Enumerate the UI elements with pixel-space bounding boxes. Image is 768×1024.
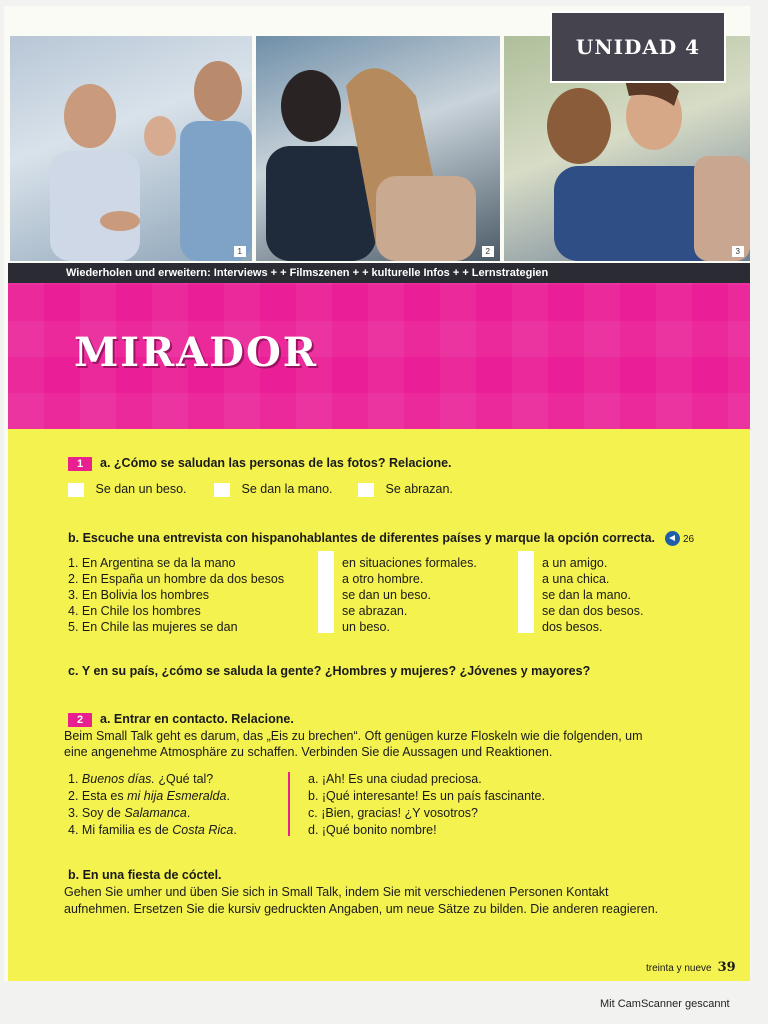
list-item: a un amigo. (542, 556, 608, 570)
ex2-a-title: Entrar en contacto. Relacione. (113, 712, 294, 726)
list-item: se dan un beso. (342, 588, 431, 602)
photo-number: 2 (482, 246, 494, 257)
exercise-number: 1 (68, 457, 92, 471)
list-item: a. ¡Ah! Es una ciudad preciosa. (308, 772, 482, 786)
option-text: Se dan la mano. (241, 482, 333, 496)
list-item: dos besos. (542, 620, 603, 634)
option-text: Se dan un beso. (95, 482, 187, 496)
checkbox-column[interactable] (518, 551, 534, 633)
list-item: se abrazan. (342, 604, 408, 618)
list-item: un beso. (342, 620, 390, 634)
list-item: 5. En Chile las mujeres se dan (68, 620, 238, 634)
ex1-b-items (68, 555, 284, 635)
checkbox[interactable] (214, 483, 230, 497)
ex2-b-text (64, 884, 658, 918)
list-item: 2. Esta es mi hija Esmeralda. (68, 789, 230, 803)
paragraph-line: aufnehmen. Ersetzen Sie die kursiv gedruckten Angaben, um neue Sätze zu bilden. Die anderen reagieren. (64, 902, 659, 916)
ex1-a-option (358, 482, 453, 497)
exercise-number: 2 (68, 713, 92, 727)
ex1-b-heading (68, 531, 694, 546)
ex1-b-options-2 (542, 555, 643, 635)
list-item: 1. Buenos días. ¿Qué tal? (68, 772, 214, 786)
list-item: se dan la mano. (542, 588, 631, 602)
ex2-a-label: a. (100, 712, 111, 726)
scanner-watermark: Mit CamScanner gescannt (600, 998, 730, 1010)
ex2-reactions (308, 771, 545, 839)
paragraph-line: Gehen Sie umher und üben Sie sich in Small Talk, indem Sie mit verschiedenen Personen Kontakt (64, 885, 609, 899)
photo-number: 1 (234, 246, 246, 257)
ex1-c-heading (68, 664, 590, 678)
section-banner (8, 283, 750, 429)
ex2-b-heading (68, 868, 222, 882)
list-item: a una chica. (542, 572, 610, 586)
section-title: MIRADOR (74, 329, 319, 376)
ex2-a-text (64, 728, 643, 760)
audio-icon[interactable] (665, 531, 680, 546)
ex1-a-option (68, 482, 187, 497)
photo-hug-women (256, 36, 500, 261)
paragraph-line: Beim Small Talk geht es darum, das „Eis zu brechen“. Oft genügen kurze Floskeln wie die folgenden, um (64, 729, 643, 743)
ex1-a-question: ¿Cómo se saludan las personas de las fotos? Relacione. (113, 456, 452, 470)
unit-badge (550, 11, 726, 83)
subtitle-bar: Wiederholen und erweitern: Interviews + + Filmszenen + + kulturelle Infos + + Lernstrategien (8, 263, 750, 283)
list-item: en situaciones formales. (342, 556, 477, 570)
divider (288, 772, 290, 836)
list-item: 4. Mi familia es de Costa Rica. (68, 823, 237, 837)
ex1-a-label: a. (100, 456, 111, 470)
list-item: c. ¡Bien, gracias! ¿Y vosotros? (308, 806, 478, 820)
ex1-b-label: b. (68, 531, 80, 545)
photo-handshake (10, 36, 252, 261)
ex1-b-instruction: Escuche una entrevista con hispanohablantes de diferentes países y marque la opción correcta. (82, 531, 656, 545)
checkbox-column[interactable] (318, 551, 334, 633)
ex1-c-question: Y en su país, ¿cómo se saluda la gente? ¿Hombres y mujeres? ¿Jóvenes y mayores? (81, 664, 591, 678)
list-item: 2. En España un hombre da dos besos (68, 572, 285, 586)
ex1-a-heading (68, 456, 452, 471)
page-number-words: treinta y nueve (646, 963, 712, 974)
unit-label: UNIDAD 4 (575, 35, 701, 59)
paragraph-line: eine angenehme Atmosphäre zu schaffen. Verbinden Sie die Aussagen und Reaktionen. (64, 745, 553, 759)
ex1-b-options-1 (342, 555, 477, 635)
audio-track: 26 (682, 534, 695, 545)
list-item: a otro hombre. (342, 572, 424, 586)
list-item: se dan dos besos. (542, 604, 644, 618)
list-item: d. ¡Qué bonito nombre! (308, 823, 437, 837)
ex2-a-heading (68, 712, 294, 727)
checkbox[interactable] (358, 483, 374, 497)
page-number: 39 (717, 960, 736, 975)
ex2-statements (68, 771, 237, 839)
option-text: Se abrazan. (385, 482, 453, 496)
list-item: 1. En Argentina se da la mano (68, 556, 236, 570)
ex1-a-option (214, 482, 333, 497)
checkbox[interactable] (68, 483, 84, 497)
page-footer (646, 960, 736, 975)
photo-number: 3 (732, 246, 744, 257)
list-item: 3. En Bolivia los hombres (68, 588, 210, 602)
ex2-b-label: b. (68, 868, 80, 882)
list-item: 4. En Chile los hombres (68, 604, 201, 618)
ex1-c-label: c. (68, 664, 79, 678)
list-item: 3. Soy de Salamanca. (68, 806, 191, 820)
textbook-page (4, 6, 750, 981)
list-item: b. ¡Qué interesante! Es un país fascinante. (308, 789, 545, 803)
ex2-b-title: En una fiesta de cóctel. (82, 868, 222, 882)
